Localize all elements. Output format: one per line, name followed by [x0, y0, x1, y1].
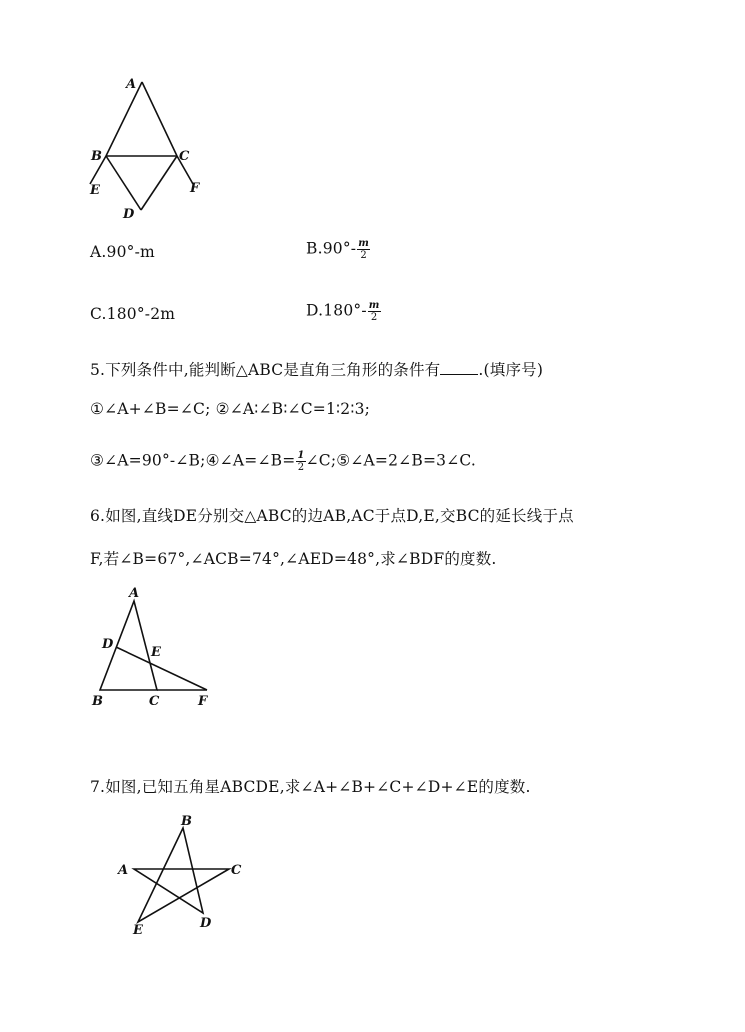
q5-line2-tail: ∠C;⑤∠A=2∠B=3∠C.	[305, 451, 477, 470]
fig3-label-b: B	[181, 814, 192, 829]
option-b-text: B.90°-	[306, 239, 357, 258]
option-b	[306, 238, 370, 261]
fig2-label-f: F	[198, 694, 208, 709]
q5-frac-den: 2	[297, 462, 305, 473]
q5-condition-line-1: ①∠A+∠B=∠C; ②∠A∶∠B∶∠C=1∶2∶3;	[90, 400, 371, 418]
fig3-label-a: A	[118, 863, 129, 878]
q7-line-1: 7.如图,已知五角星ABCDE,求∠A+∠B+∠C+∠D+∠E的度数.	[90, 778, 531, 796]
option-d	[306, 300, 381, 323]
q5-frac-num: 1	[297, 450, 305, 461]
fig3-label-c: C	[231, 863, 242, 878]
fig1-label-d: D	[123, 207, 135, 220]
fig1-line-a-be	[90, 82, 142, 184]
fig2-label-a: A	[129, 586, 140, 601]
fig2-label-b: B	[92, 694, 103, 709]
q5-condition-line-2	[90, 450, 476, 473]
option-d-text: D.180°-	[306, 301, 367, 320]
figure-rhombus-kite	[80, 70, 220, 220]
q5-fraction	[296, 450, 305, 473]
q5-line2-text: ③∠A=90°-∠B;④∠A=∠B=	[90, 451, 296, 470]
option-c: C.180°-2m	[90, 305, 176, 323]
fig2-label-e: E	[151, 645, 161, 660]
fig2-line-df	[116, 647, 207, 690]
option-b-num: m	[358, 238, 370, 249]
fig1-line-cd	[141, 156, 177, 210]
option-b-fraction	[357, 238, 370, 261]
fig1-label-b: B	[91, 149, 102, 164]
q6-line-1: 6.如图,直线DE分别交△ABC的边AB,AC于点D,E,交BC的延长线于点	[90, 507, 574, 525]
fig1-label-e: E	[90, 183, 100, 198]
fig2-label-d: D	[102, 637, 114, 652]
fig1-line-a-cf	[142, 82, 193, 184]
figure-triangle-transversal	[85, 580, 215, 710]
q5-stem-tail: .(填序号)	[478, 361, 544, 379]
fig3-pentagram	[134, 828, 229, 922]
fig3-label-e: E	[133, 923, 143, 938]
option-a: A.90°-m	[90, 243, 155, 261]
option-d-den: 2	[370, 312, 378, 323]
q6-line-2: F,若∠B=67°,∠ACB=74°,∠AED=48°,求∠BDF的度数.	[90, 550, 497, 568]
fig1-label-c: C	[179, 149, 190, 164]
q5-answer-blank	[440, 360, 478, 375]
fig2-label-c: C	[149, 694, 160, 709]
fig3-label-d: D	[200, 916, 212, 931]
fig1-line-bd	[106, 156, 141, 210]
option-d-num: m	[368, 300, 380, 311]
fig1-label-a: A	[126, 77, 137, 92]
q5-stem-text: 5.下列条件中,能判断△ABC是直角三角形的条件有	[90, 361, 441, 379]
fig1-label-f: F	[190, 181, 200, 196]
option-b-den: 2	[360, 250, 367, 261]
option-d-fraction	[368, 300, 381, 323]
q5-stem	[90, 358, 543, 380]
figure-pentagram	[110, 808, 250, 938]
